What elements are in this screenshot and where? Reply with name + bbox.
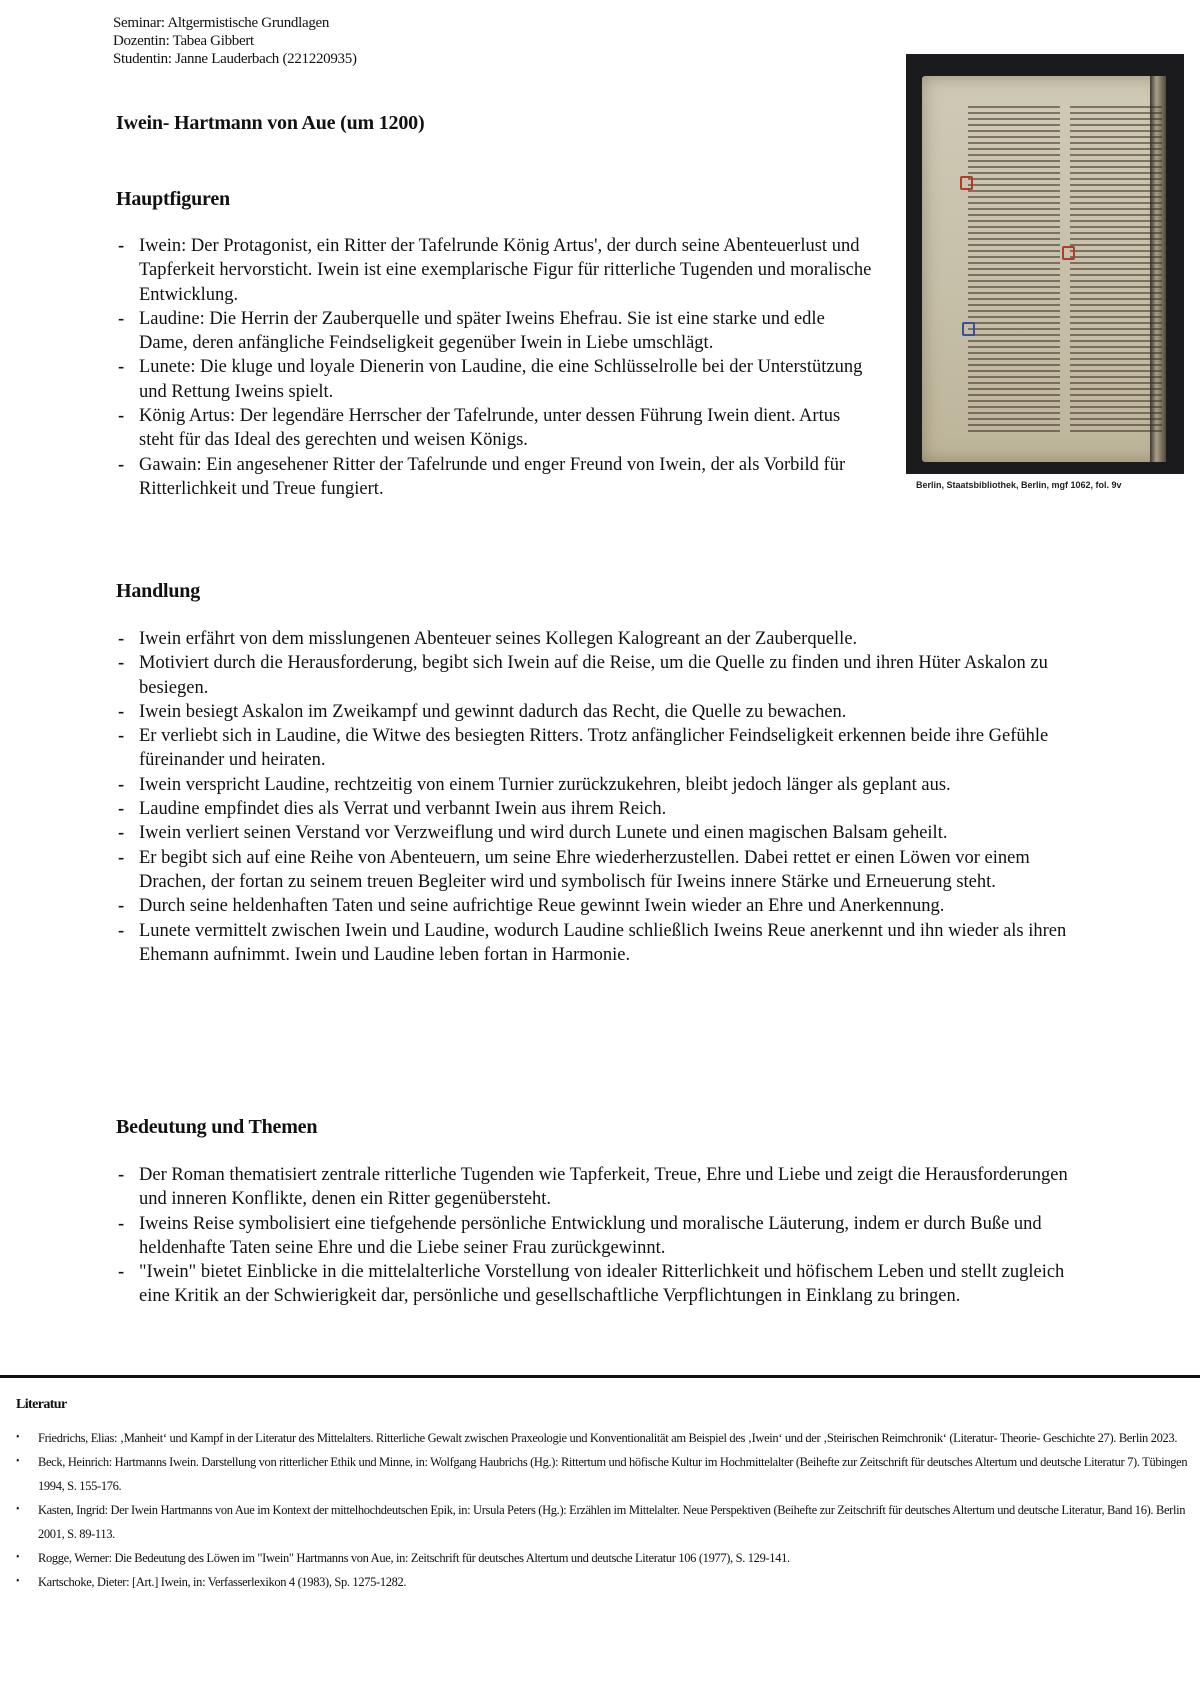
- manuscript-text-column-right: [1070, 106, 1162, 436]
- list-item: - Er verliebt sich in Laudine, die Witwe des besiegten Ritters. Trotz anfänglicher Feindseligkeit erkennen beide ihre Gefühle füreinander und heiraten.: [116, 724, 1096, 773]
- bibliography-item: • Kartschoke, Dieter: [Art.] Iwein, in: Verfasserlexikon 4 (1983), Sp. 1275-1282.: [16, 1570, 1188, 1594]
- bibliography-item: • Friedrichs, Elias: ‚Manheit‘ und Kampf in der Literatur des Mittelalters. Ritterliche Gewalt zwischen Praxeologie und Konventionalität am Beispiel des ‚Iwein‘ und der ‚Steirischen Reimchronik‘ (Literatur- Theorie- Geschichte 27). Berlin 2023.: [16, 1426, 1188, 1450]
- divider-line: [0, 1375, 1200, 1378]
- document-header: [113, 14, 357, 68]
- red-initial: [960, 176, 973, 190]
- list-item: - Gawain: Ein angesehener Ritter der Tafelrunde und enger Freund von Iwein, der als Vorbild für Ritterlichkeit und Treue fungiert.: [116, 453, 876, 502]
- studentin-line: Studentin: Janne Lauderbach (221220935): [113, 51, 357, 67]
- list-item: - Lunete: Die kluge und loyale Dienerin von Laudine, die eine Schlüsselrolle bei der Unterstützung und Rettung Iweins spielt.: [116, 355, 876, 404]
- figure-caption: Berlin, Staatsbibliothek, Berlin, mgf 1062, fol. 9v: [916, 480, 1122, 490]
- seminar-line: Seminar: Altgermistische Grundlagen: [113, 15, 330, 31]
- list-item: - Iwein verspricht Laudine, rechtzeitig von einem Turnier zurückzukehren, bleibt jedoch länger als geplant aus.: [116, 773, 1096, 797]
- list-item: - "Iwein" bietet Einblicke in die mittelalterliche Vorstellung von idealer Ritterlichkeit und höfischem Leben und stellt zugleich eine Kritik an der Schwierigkeit dar, persönliche und gesellschaftliche Verpflichtungen in Einklang zu bringen.: [116, 1260, 1096, 1309]
- list-item: - Laudine: Die Herrin der Zauberquelle und später Iweins Ehefrau. Sie ist eine starke und edle Dame, deren anfängliche Feindseligkeit gegenüber Iwein in Liebe umschlägt.: [116, 307, 876, 356]
- list-item: - Iwein verliert seinen Verstand vor Verzweiflung und wird durch Lunete und einen magischen Balsam geheilt.: [116, 821, 1096, 845]
- list-item: - Iwein: Der Protagonist, ein Ritter der Tafelrunde König Artus', der durch seine Abenteuerlust und Tapferkeit hervorsticht. Iwein ist eine exemplarische Figur für ritterliche Tugenden und moralische Entwicklung.: [116, 234, 876, 307]
- manuscript-text-column-left: [968, 106, 1060, 436]
- bibliography-item: • Kasten, Ingrid: Der Iwein Hartmanns von Aue im Kontext der mittelhochdeutschen Epik, in: Ursula Peters (Hg.): Erzählen im Mittelalter. Neue Perspektiven (Beihefte zur Zeitschrift für deutsches Altertum und deutsche Literatur, Band 16). Berlin 2001, S. 89-113.: [16, 1498, 1188, 1546]
- list-item: - Lunete vermittelt zwischen Iwein und Laudine, wodurch Laudine schließlich Iweins Reue anerkennt und ihn wieder als ihren Ehemann aufnimmt. Iwein und Laudine leben fortan in Harmonie.: [116, 919, 1096, 968]
- list-item: - Iweins Reise symbolisiert eine tiefgehende persönliche Entwicklung und moralische Läuterung, indem er durch Buße und heldenhafte Taten seine Ehre und die Liebe seiner Frau zurückgewinnt.: [116, 1212, 1096, 1261]
- list-hauptfiguren: [116, 234, 876, 501]
- list-item: - Der Roman thematisiert zentrale ritterliche Tugenden wie Tapferkeit, Treue, Ehre und Liebe und zeigt die Herausforderungen und inneren Konflikte, denen ein Ritter gegenübersteht.: [116, 1163, 1096, 1212]
- list-item: - Laudine empfindet dies als Verrat und verbannt Iwein aus ihrem Reich.: [116, 797, 1096, 821]
- list-bedeutung: [116, 1163, 1096, 1309]
- list-item: - Durch seine heldenhaften Taten und seine aufrichtige Reue gewinnt Iwein wieder an Ehre und Anerkennung.: [116, 894, 1096, 918]
- bibliography-list: [16, 1426, 1188, 1594]
- manuscript-page: [922, 76, 1166, 462]
- blue-initial: [962, 322, 975, 336]
- heading-literatur: Literatur: [16, 1397, 67, 1412]
- red-initial: [1062, 246, 1075, 260]
- heading-handlung: Handlung: [116, 580, 201, 602]
- list-item: - Motiviert durch die Herausforderung, begibt sich Iwein auf die Reise, um die Quelle zu finden und ihren Hüter Askalon zu besiegen.: [116, 651, 1096, 700]
- list-item: - Iwein besiegt Askalon im Zweikampf und gewinnt dadurch das Recht, die Quelle zu bewachen.: [116, 700, 1096, 724]
- document-title: Iwein- Hartmann von Aue (um 1200): [116, 112, 425, 134]
- list-item: - Er begibt sich auf eine Reihe von Abenteuern, um seine Ehre wiederherzustellen. Dabei rettet er einen Löwen vor einem Drachen, der fortan zu seinem treuen Begleiter wird und symbolisch für Iweins innere Stärke und Erneuerung steht.: [116, 846, 1096, 895]
- bibliography-item: • Rogge, Werner: Die Bedeutung des Löwen im "Iwein" Hartmanns von Aue, in: Zeitschrift für deutsches Altertum und deutsche Literatur 106 (1977), S. 129-141.: [16, 1546, 1188, 1570]
- list-item: - Iwein erfährt von dem misslungenen Abenteuer seines Kollegen Kalogreant an der Zauberquelle.: [116, 627, 1096, 651]
- dozentin-line: Dozentin: Tabea Gibbert: [113, 33, 254, 49]
- list-item: - König Artus: Der legendäre Herrscher der Tafelrunde, unter dessen Führung Iwein dient. Artus steht für das Ideal des gerechten und weisen Königs.: [116, 404, 876, 453]
- heading-hauptfiguren: Hauptfiguren: [116, 188, 230, 210]
- manuscript-image: [906, 54, 1184, 474]
- heading-bedeutung: Bedeutung und Themen: [116, 1116, 318, 1138]
- list-handlung: [116, 627, 1096, 967]
- bibliography-item: • Beck, Heinrich: Hartmanns Iwein. Darstellung von ritterlicher Ethik und Minne, in: Wolfgang Haubrichs (Hg.): Rittertum und höfische Kultur im Hochmittelalter (Beihefte zur Zeitschrift für deutsches Altertum und deutsche Literatur 7). Tübingen 1994, S. 155-176.: [16, 1450, 1188, 1498]
